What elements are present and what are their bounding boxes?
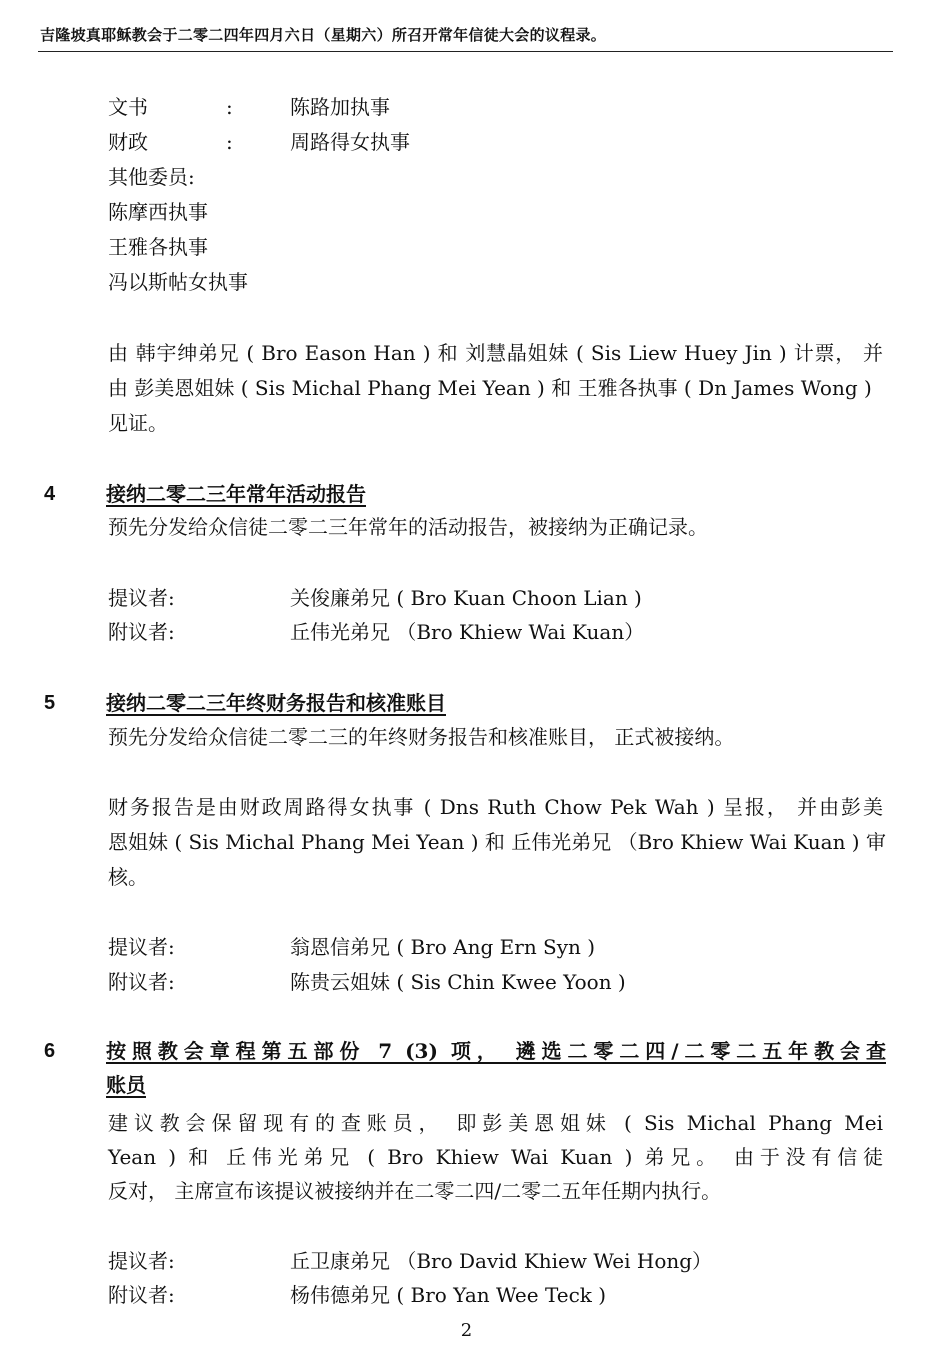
financial-report-line: 核。	[108, 865, 148, 889]
committee-member: 冯以斯帖女执事	[108, 270, 248, 294]
vote-count-line: 由 韩宇绅弟兄 ( Bro Eason Han ) 和 刘慧晶姐妹 ( Sis Liew Huey Jin ) 计票， 并	[108, 341, 883, 365]
treasurer-label: 财政	[108, 130, 148, 154]
other-members-label: 其他委员:	[108, 165, 195, 189]
proposer-label: 提议者:	[108, 935, 175, 959]
vote-count-line: 由 彭美恩姐妹 ( Sis Michal Phang Mei Yean ) 和 王雅各执事 ( Dn James Wong )	[108, 376, 872, 400]
seconder-name: 丘伟光弟兄 （Bro Khiew Wai Kuan）	[290, 620, 645, 644]
section-body: 建议教会保留现有的查账员， 即彭美恩姐妹 ( Sis Michal Phang Mei	[108, 1111, 883, 1135]
treasurer-name: 周路得女执事	[290, 130, 410, 154]
page-number: 2	[460, 1320, 473, 1341]
seconder-label: 附议者:	[108, 1283, 175, 1307]
section-body: 预先分发给众信徒二零二三的年终财务报告和核准账目， 正式被接纳。	[108, 725, 735, 749]
section-title: 按照教会章程第五部份 7 (3) 项， 遴选二零二四/二零二五年教会查	[106, 1039, 886, 1063]
financial-report-line: 财务报告是由财政周路得女执事 ( Dns Ruth Chow Pek Wah ) 呈报， 并由彭美	[108, 795, 883, 819]
proposer-label: 提议者:	[108, 586, 175, 610]
committee-member: 陈摩西执事	[108, 200, 208, 224]
section-number: 6	[44, 1040, 56, 1062]
section-title: 接纳二零二三年常年活动报告	[106, 482, 366, 506]
header-divider	[38, 51, 893, 52]
section-body: Yean ) 和 丘伟光弟兄 ( Bro Khiew Wai Kuan ) 弟兄。 由于没有信徒	[108, 1145, 883, 1169]
section-title-continued: 账员	[106, 1073, 146, 1097]
committee-member: 王雅各执事	[108, 235, 208, 259]
seconder-label: 附议者:	[108, 620, 175, 644]
seconder-name: 陈贵云姐妹 ( Sis Chin Kwee Yoon )	[290, 970, 626, 994]
section-number: 5	[44, 692, 56, 714]
vote-count-line: 见证。	[108, 411, 168, 435]
proposer-name: 关俊廉弟兄 ( Bro Kuan Choon Lian )	[290, 586, 642, 610]
section-title: 接纳二零二三年终财务报告和核准账目	[106, 691, 446, 715]
section-body: 反对， 主席宣布该提议被接纳并在二零二四/二零二五年任期内执行。	[108, 1179, 722, 1203]
treasurer-colon: :	[226, 130, 233, 154]
seconder-label: 附议者:	[108, 970, 175, 994]
secretary-label: 文书	[108, 95, 148, 119]
secretary-colon: :	[226, 95, 233, 119]
proposer-name: 丘卫康弟兄 （Bro David Khiew Wei Hong）	[290, 1249, 713, 1273]
seconder-name: 杨伟德弟兄 ( Bro Yan Wee Teck )	[290, 1283, 607, 1307]
proposer-label: 提议者:	[108, 1249, 175, 1273]
document-header: 吉隆坡真耶稣教会于二零二四年四月六日（星期六）所召开常年信徒大会的议程录。	[40, 26, 607, 44]
secretary-name: 陈路加执事	[290, 95, 390, 119]
section-number: 4	[44, 483, 56, 505]
section-body: 预先分发给众信徒二零二三年常年的活动报告，被接纳为正确记录。	[108, 515, 708, 539]
proposer-name: 翁恩信弟兄 ( Bro Ang Ern Syn )	[290, 935, 596, 959]
financial-report-line: 恩姐妹 ( Sis Michal Phang Mei Yean ) 和 丘伟光弟兄 （Bro Khiew Wai Kuan ) 审	[108, 830, 886, 854]
